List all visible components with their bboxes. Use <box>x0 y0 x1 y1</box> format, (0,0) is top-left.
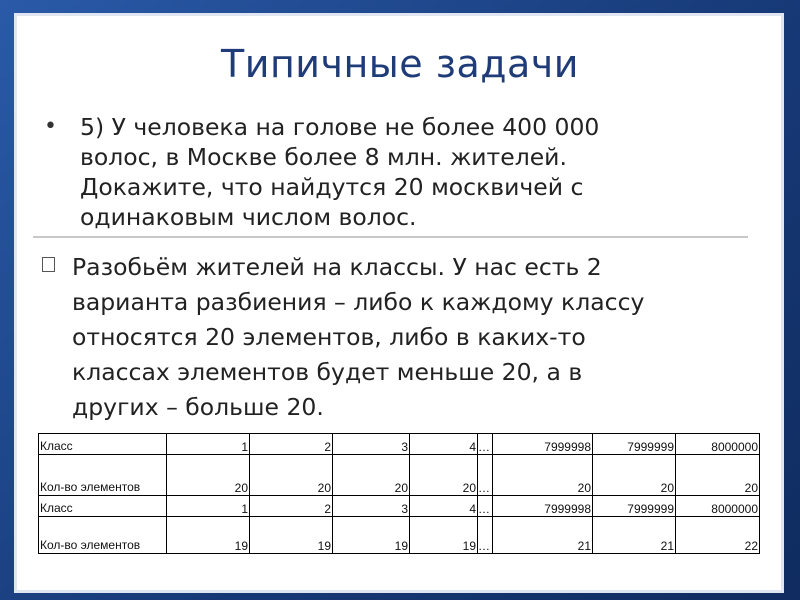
task-line: 5) У человека на голове не более 400 000 <box>80 113 600 141</box>
ellipsis-cell: … <box>478 434 493 455</box>
row-label: Класс <box>39 496 167 517</box>
table-cell: 20 <box>167 455 250 496</box>
table-cell: 19 <box>250 517 333 554</box>
solution-line: варианта разбиения – либо к каждому классу <box>72 288 645 316</box>
task-block <box>44 112 750 232</box>
row-label: Кол-во элементов <box>39 455 167 496</box>
ellipsis-cell: … <box>478 455 493 496</box>
task-line: Докажите, что найдутся 20 москвичей с <box>80 173 584 201</box>
solution-line: относятся 20 элементов, либо в каких-то <box>72 323 586 351</box>
row-label: Класс <box>39 434 167 455</box>
table-cell: 8000000 <box>676 434 760 455</box>
divider <box>33 236 748 238</box>
ellipsis-cell: … <box>478 517 493 554</box>
partition-table <box>38 433 760 554</box>
table-cell: 7999999 <box>593 496 676 517</box>
table-row <box>39 517 760 554</box>
solution-block <box>42 250 762 425</box>
table-cell: 20 <box>493 455 593 496</box>
table-cell: 21 <box>493 517 593 554</box>
task-line: волос, в Москве более 8 млн. жителей. <box>80 143 567 171</box>
table-cell: 2 <box>250 496 333 517</box>
solution-line: Разобьём жителей на классы. У нас есть 2 <box>72 253 602 281</box>
table-cell: 4 <box>410 496 478 517</box>
task-text <box>80 112 750 232</box>
table-cell: 22 <box>676 517 760 554</box>
bullet-icon: • <box>44 114 57 139</box>
table-cell: 4 <box>410 434 478 455</box>
table-cell: 7999999 <box>593 434 676 455</box>
table-cell: 20 <box>676 455 760 496</box>
table-cell: 3 <box>333 434 410 455</box>
row-label: Кол-во элементов <box>39 517 167 554</box>
slide-title: Типичные задачи <box>221 42 579 86</box>
ellipsis-cell: … <box>478 496 493 517</box>
table-cell: 7999998 <box>493 496 593 517</box>
table-cell: 20 <box>410 455 478 496</box>
table-cell: 19 <box>333 517 410 554</box>
task-line: одинаковым числом волос. <box>80 203 417 231</box>
table-row <box>39 496 760 517</box>
table-cell: 3 <box>333 496 410 517</box>
table-cell: 1 <box>167 496 250 517</box>
table-cell: 2 <box>250 434 333 455</box>
table-cell: 7999998 <box>493 434 593 455</box>
table-cell: 8000000 <box>676 496 760 517</box>
table-cell: 21 <box>593 517 676 554</box>
table-cell: 20 <box>333 455 410 496</box>
table-cell: 20 <box>593 455 676 496</box>
table-cell: 1 <box>167 434 250 455</box>
solution-line: других – больше 20. <box>72 393 324 421</box>
table-cell: 19 <box>410 517 478 554</box>
square-bullet-icon <box>42 257 55 272</box>
table-row <box>39 434 760 455</box>
table-cell: 20 <box>250 455 333 496</box>
solution-line: классах элементов будет меньше 20, а в <box>72 358 583 386</box>
table-cell: 19 <box>167 517 250 554</box>
solution-text <box>72 250 762 425</box>
table-row <box>39 455 760 496</box>
